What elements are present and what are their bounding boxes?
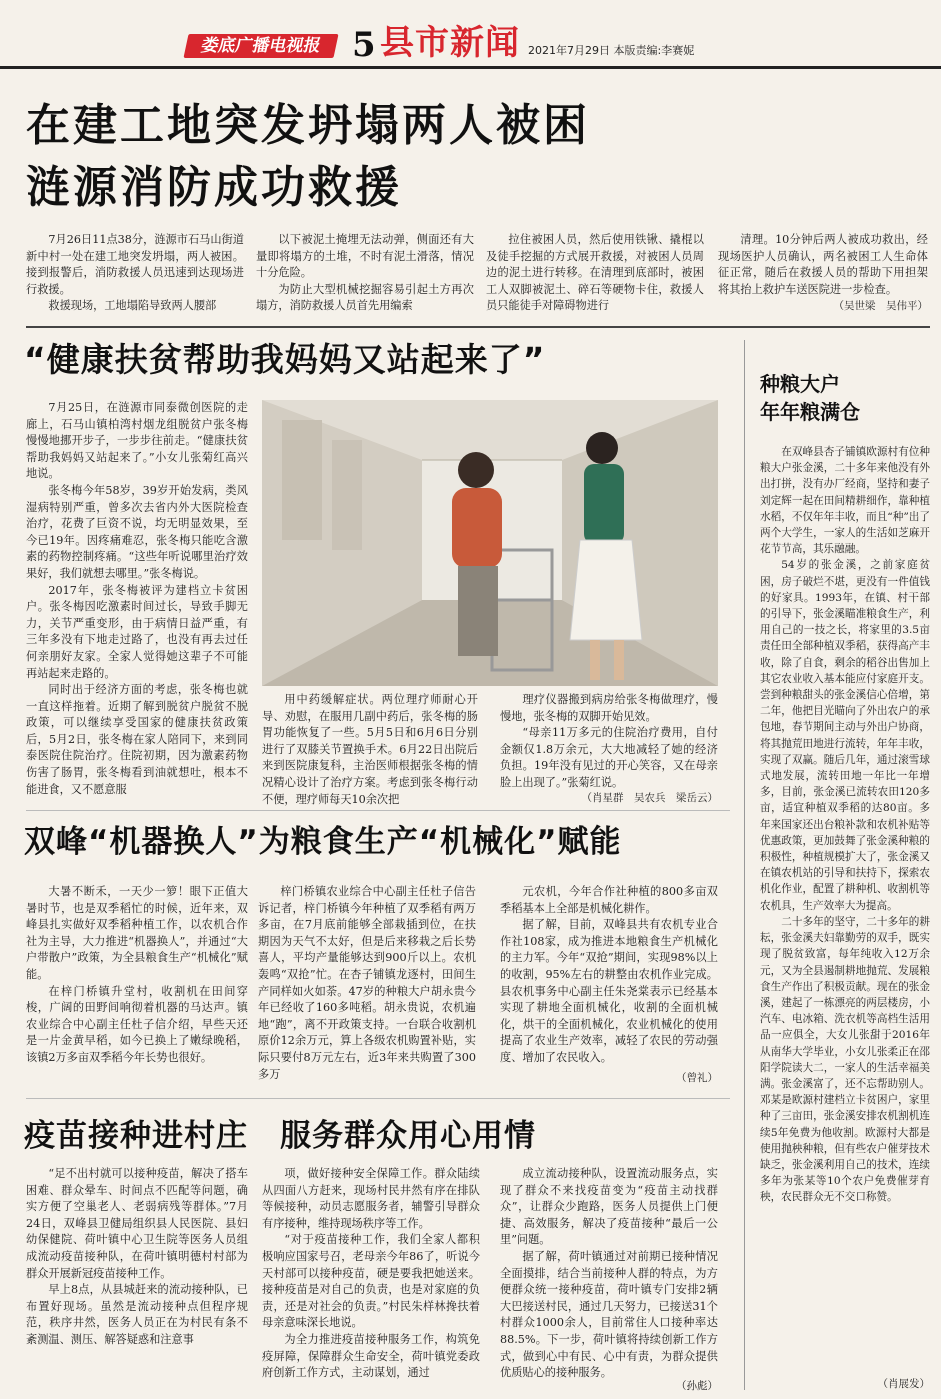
- article4-column-2: [262, 1166, 480, 1392]
- article2-byline: （肖星群 吴农兵 梁岳云）: [581, 792, 718, 804]
- article1-column-1: [26, 232, 244, 316]
- paragraph: “母亲11万多元的住院治疗费用，自付金额仅1.8万余元，大大地减轻了她的经济负担。19年没有见过的开心笑容，又在母亲脸上出现了。”张菊红说。: [500, 726, 718, 789]
- article2-column-2: [262, 692, 478, 806]
- paragraph: 同时出于经济方面的考虑，张冬梅也就一直这样拖着。近期了解到脱贫户脱贫不脱政策，可以继续享受国家的健康扶贫政策后，5月2日，张冬梅在家人陪同下，来到同泰医院住院治疗。住院初期，因为激素药物伤害了肠胃，张冬梅看到油就想吐，根本不能进食，又不愿意服: [26, 683, 248, 796]
- section-title: 县市新闻: [380, 23, 520, 63]
- article4-column-3: [500, 1166, 718, 1380]
- sidebar-title-line2: 年年粮满仓: [760, 400, 860, 424]
- paragraph: 清理。10分钟后两人被成功救出，经现场医护人员确认，两名被困工人生命体征正常，随后在救援人员的帮助下用担架将其抬上救护车送医院进一步检查。: [718, 233, 928, 296]
- article2-title: “健康扶贫帮助我妈妈又站起来了”: [24, 340, 546, 379]
- article4-title: 疫苗接种进村庄 服务群众用心用情: [24, 1118, 536, 1154]
- paragraph: 梓门桥镇农业综合中心副主任杜子信告诉记者，梓门桥镇今年种植了双季稻有两万多亩，在7月底前能够全部栽插到位，在扶期因为天气不太好，但是后来移栽之后长势喜人，平均产量能够达到900斤以上。农机轰鸣“双抢”忙。在杏子铺镇龙逐村，田间生产同样如火如荼。47岁的种粮大户胡永贵今年已经收了160多吨稻。胡永贵说，农机遍地“跑”，离不开政策支持。一台联合收割机原价12余万元，算上各级农机购置补贴，实际只要付8万元左右，近3年来共购置了300多万: [258, 885, 476, 1081]
- paragraph: 以下被泥土掩埋无法动弹，侧面还有大量即将塌方的土堆，不时有泥土滑落，情况十分危险。: [256, 233, 474, 280]
- article1-title-line1: 在建工地突发坍塌两人被困: [26, 100, 590, 151]
- article1-byline: （吴世梁 吴伟平）: [833, 300, 928, 312]
- article1-column-2: [256, 232, 474, 316]
- paragraph: 项，做好接种安全保障工作。群众陆续从四面八方赶来，现场村民井然有序在排队等候接种，动员志愿服务者，辅警引导群众有序接种，维持现场秩序等工作。: [262, 1167, 480, 1230]
- paragraph: 据了解，目前，双峰县共有农机专业合作社108家，成为推进本地粮食生产机械化的主力军。今年“双抢”期间，实现98%以上的收割，95%左右的耕整由农机作业完成。县农机事务中心副主任朱尧棠表示已经基本实现了耕地全面机械化，收割的全面机械化，烘干的全面机械化，农业机械化的使用提高了农业生产效率，减轻了农民的劳动强度、增加了农民收入。: [500, 918, 718, 1064]
- paragraph: 在梓门桥镇升堂村，收割机在田间穿梭，广阔的田野间响彻着机器的马达声。镇农业综合中心副主任杜子信介绍，早些天还是一片金黄早稻，如今已换上了嫩绿晚稻，该镇2万多亩双季稻今年长势也很好。: [26, 984, 248, 1064]
- page-number: 5: [352, 25, 376, 65]
- paragraph: “足不出村就可以接种疫苗，解决了搭车困难、群众晕车、时间点不匹配等问题，确实方便了空巢老人、老弱病残等群体。”7月24日，双峰县卫健局组织县人民医院、县妇幼保健院、荷叶镇中心卫生院等医务人员组成流动疫苗接种队，在荷叶镇明德村村部为群众开展新冠疫苗接种工作。: [26, 1167, 248, 1280]
- article1-column-4: [718, 232, 928, 300]
- article3-column-2: [258, 884, 476, 1084]
- article3-title: 双峰“机器换人”为粮食生产“机械化”赋能: [24, 824, 622, 860]
- article2-divider: [26, 810, 730, 811]
- paragraph: 为全力推进疫苗接种服务工作，构筑免疫屏障，保障群众生命安全，荷叶镇党委政府创新工作方式，主动谋划，通过: [262, 1332, 480, 1380]
- paragraph: 7月25日，在涟源市同泰微创医院的走廊上，石马山镇柏湾村烟龙组脱贫户张冬梅慢慢地挪开步子，一步步往前走。“健康扶贫帮助我妈妈又站起来了。”小女儿张菊红高兴地说。: [26, 401, 248, 481]
- article1-title-line2: 涟源消防成功救援: [26, 162, 402, 213]
- paragraph: 二十多年的坚守，二十多年的耕耘，张金溪夫妇靠勤劳的双手，既实现了脱贫致富，每年纯收入12万余元，又为全县遏制耕地抛荒、发展粮食生产作出了积极贡献。现在的张金溪，建起了一栋漂亮的两层楼房，小汽车、电冰箱、洗衣机等高档生活用品一应俱全，大女儿张甜于2016年从南华大学毕业，小女儿张柔正在邵阳学院读大二，一家人的生活幸福美满。张金溪富了，还不忘帮助别人。邓某是欧源村建档立卡贫困户，家里种了三亩田，张金溪安排农机割机连续5年免费为他收割。欧源村大都是使用抛秧种粮，但有些农户催芽技术缺乏，张金溪利用自己的技术，连续多年为张某等10个农户免费催芽育秧，农民群众无不交口称赞。: [760, 915, 930, 1204]
- article4-byline: （孙彪）: [676, 1380, 718, 1392]
- article4-column-1: [26, 1166, 248, 1392]
- article3-column-3: [500, 884, 718, 1070]
- paragraph: 为防止大型机械挖掘容易引起土方再次塌方，消防救援人员首先用编索: [256, 282, 474, 313]
- masthead-divider: [0, 66, 941, 69]
- paragraph: 救援现场，工地塌陷导致两人腰部: [48, 299, 217, 313]
- paragraph: 张冬梅今年58岁，39岁开始发病，类风湿病特别严重，曾多次去省内外大医院检查治疗，花费了巨资不说，均无明显效果，至今已19年。因疼痛难忍，张冬梅只能吃含激素的药物控制疼痛。“这些年听说哪里治疗效果好，我们就想去哪里。”张冬梅说。: [26, 483, 248, 580]
- paragraph: 成立流动接种队，设置流动服务点，实现了群众不来找疫苗变为“疫苗主动找群众”，让群众少跑路，医务人员提供上门便捷、高效服务，解决了疫苗接种“最后一公里”问题。: [500, 1167, 718, 1247]
- article3-byline: （曾礼）: [676, 1072, 718, 1084]
- sidebar-body: [760, 444, 930, 1374]
- article3-divider: [26, 1098, 730, 1099]
- sidebar-byline: （肖展发）: [877, 1378, 930, 1390]
- date-editor-line: 2021年7月29日 本版责编:李赛妮: [528, 44, 695, 57]
- sidebar-title-line1: 种粮大户: [760, 372, 840, 396]
- hospital-corridor-photo: [262, 400, 718, 686]
- paragraph: 理疗仪器搬到病房给张冬梅做理疗，慢慢地，张冬梅的双脚开始见效。: [500, 693, 718, 723]
- article3-column-1: [26, 884, 248, 1084]
- newspaper-logo: 娄底广播电视报: [183, 34, 338, 58]
- paragraph: 用中药缓解症状。两位理疗师耐心开导、劝慰，在服用几副中药后，张冬梅的肠胃功能恢复了一些。5月5日和6月6日分别进行了双膝关节置换手术。6月22日出院后来到医院康复科，主治医师根据张冬梅的情况精心设计了治疗方案。考虑到张冬梅行动不便，理疗师每天10余次把: [262, 693, 478, 806]
- article2-column-3: [500, 692, 718, 789]
- paragraph: 7月26日11点38分，涟源市石马山街道新中村一处在建工地突发坍塌，两人被困。接到报警后，消防救援人员迅速到达现场进行救援。: [26, 233, 244, 296]
- paragraph: 拉住被困人员，然后使用铁锹、撬棍以及徒手挖掘的方式展开救援，对被困人员周边的泥土进行转移。在清理到底部时，被困工人双脚被泥土、碎石等硬物卡住，救援人员只能徒手对障碍物进行: [486, 233, 704, 313]
- article2-column-1: [26, 400, 248, 798]
- paragraph: 54岁的张金溪，之前家庭贫困，房子破烂不堪，更没有一件值钱的好家具。1993年，在镇、村干部的引导下，张金溪瞄准粮食生产，利用自己的一技之长，将家里的3.5亩责任田全部种植双季稻，获得高产丰收，除了自食，剩余的稻谷出售加上其它农业收入基本能应付家庭开支。尝到种粮甜头的张金溪信心倍增，第二年，他把目光瞄向了外出农户的承包地，春节期间主动与外出户协商，将其抛荒田地进行流转，年年丰收，实现了双赢。随后几年，通过滚雪球式地发展，流转田地一年比一年增多，目前，张金溪已流转农田120多亩，适宜种植双季稻的达80亩。多年来国家还出台粮补款和农机补贴等优惠政策，更加鼓舞了张金溪种粮的积极性，种植规模扩大了，张金溪又在镇农机站的引导和扶持下，探索农机化作业，配置了耕种机、收割机等农机具，生产效率大为提高。: [760, 559, 930, 912]
- paragraph: 据了解，荷叶镇通过对前期已接种情况全面摸排，结合当前接种人群的特点，为方便群众统一接种疫苗，荷叶镇专门安排2辆大巴接送村民，通过几天努力，已接送31个村群众1000余人，目前常住人口接种率达88.5%。下一步，荷叶镇将持续创新工作方式，做到心中有民、心中有责，为群众提供优质贴心的接种服务。: [500, 1249, 718, 1380]
- article1-column-3: [486, 232, 704, 316]
- paragraph: 大暑不断禾，一天少一箩！眼下正值大暑时节，也是双季稻忙的时候，近年来，双峰县扎实做好双季稻种植工作，以农机合作社为主导，大力推进“机器换人”，并通过“大户带散户”政策，为全县粮食生产“机械化”赋能。: [26, 885, 248, 981]
- paragraph: “对于疫苗接种工作，我们全家人都积极响应国家号召，老母亲今年86了，听说今天村部可以接种疫苗，硬是要我把她送来。接种疫苗是对自己的负责，也是对家庭的负责，还是对社会的负责。”村民朱样林搀扶着母亲意味深长地说。: [262, 1233, 480, 1330]
- paragraph: 早上8点，从县城赶来的流动接种队，已布置好现场。虽然是流动接种点但程序规范，秩序井然，医务人员正在为村民有条不紊测温、测压、解答疑惑和注意事: [26, 1283, 248, 1346]
- section-divider: [26, 326, 930, 328]
- sidebar-divider: [744, 340, 745, 1390]
- paragraph: 在双峰县杏子铺镇欧源村有位种粮大户张金溪，二十多年来他没有外出打拼，没有办厂经商，坚持和妻子刘定辉一起在田间精耕细作，靠种植水稻，不仅年年丰收，而且“种”出了两个大学生，一家人的生活如芝麻开花节节高，其乐融融。: [760, 446, 930, 556]
- paragraph: 2017年，张冬梅被评为建档立卡贫困户。张冬梅因吃激素时间过长，导致手脚无力，关节严重变形，由于病情日益严重，有三年多没有下地走过路了，也没有再去过任何亲朋好友家。全家人觉得她这辈子不可能再站起来走路的。: [26, 583, 248, 680]
- paragraph: 元农机，今年合作社种植的800多亩双季稻基本上全部是机械化耕作。: [500, 885, 718, 915]
- photo-illustration: [262, 400, 718, 686]
